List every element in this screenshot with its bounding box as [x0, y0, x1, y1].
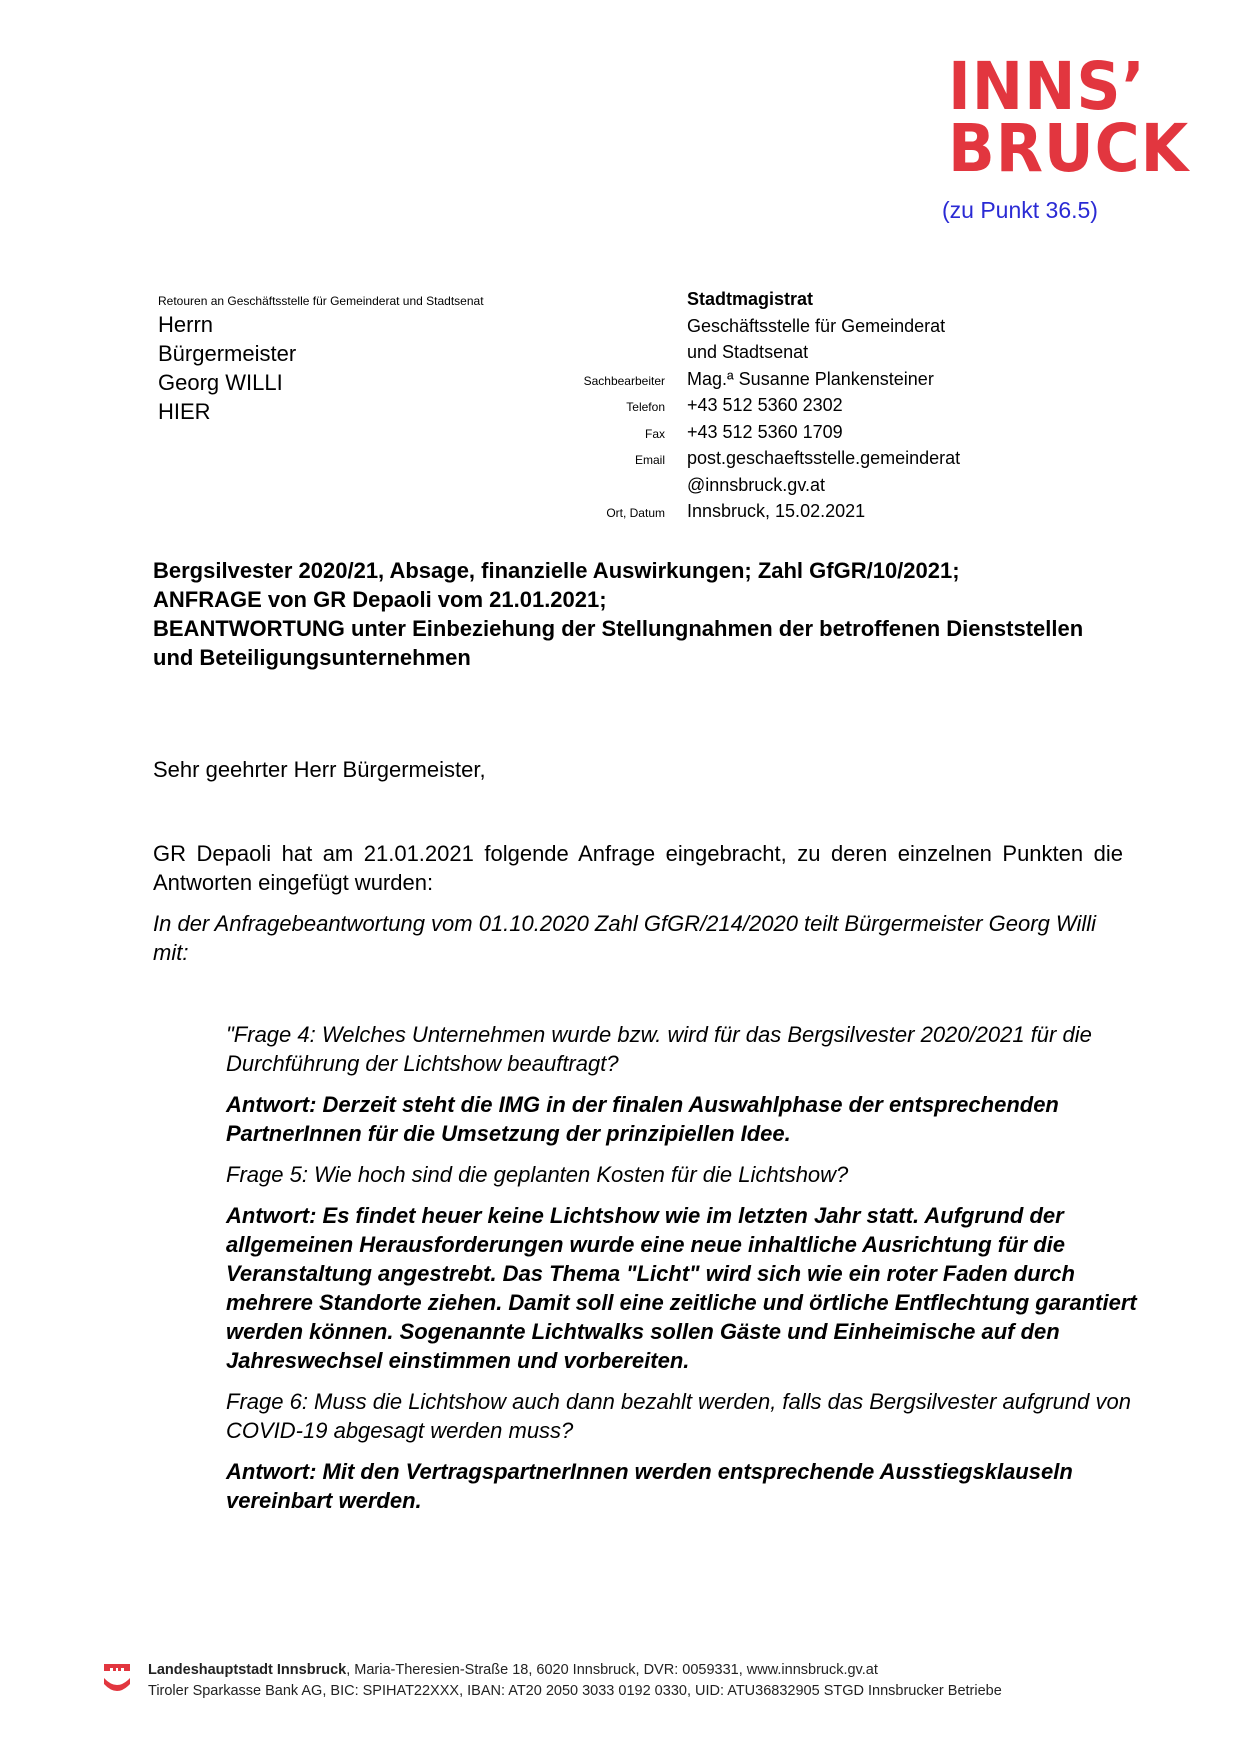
footer-org: Landeshauptstadt Innsbruck: [148, 1662, 347, 1678]
clerk-name: Mag.ª Susanne Plankensteiner: [687, 368, 934, 389]
question-answer-list: [226, 1020, 1146, 1527]
answer: Antwort: Derzeit steht die IMG in der finalen Auswahlphase der entsprechenden PartnerInnen für die Umsetzung der prinzipiellen Idee.: [226, 1092, 1059, 1146]
subject-heading: [153, 556, 1153, 672]
footer-bank: Tiroler Sparkasse Bank AG, BIC: SPIHAT22XXX, IBAN: AT20 2050 3033 0192 0330, UID: ATU36832905 STGD Innsbrucker Betriebe: [148, 1683, 1002, 1699]
intro-quote: In der Anfragebeantwortung vom 01.10.2020 Zahl GfGR/214/2020 teilt Bürgermeister Georg Willi mit:: [153, 911, 1097, 965]
question: "Frage 4: Welches Unternehmen wurde bzw. wird für das Bergsilvester 2020/2021 für die Durchführung der Lichtshow beauftragt?: [226, 1022, 1092, 1076]
question: Frage 5: Wie hoch sind die geplanten Kosten für die Lichtshow?: [226, 1162, 849, 1187]
question: Frage 6: Muss die Lichtshow auch dann bezahlt werden, falls das Bergsilvester aufgrund von COVID-19 abgesagt werden muss?: [226, 1389, 1131, 1443]
subject-line: Bergsilvester 2020/21, Absage, finanzielle Auswirkungen; Zahl GfGR/10/2021;: [153, 558, 960, 583]
innsbruck-logo: [948, 48, 1190, 187]
return-address: Retouren an Geschäftsstelle für Gemeinderat und Stadtsenat: [158, 294, 484, 308]
date-label: Ort, Datum: [606, 506, 665, 520]
agenda-note: (zu Punkt 36.5): [942, 197, 1098, 223]
email-address: post.geschaeftsstelle.gemeinderat: [687, 448, 961, 468]
email-label: Email: [634, 453, 665, 467]
place-date: Innsbruck, 15.02.2021: [687, 501, 866, 521]
answer: Antwort: Es findet heuer keine Lichtshow wie im letzten Jahr statt. Aufgrund der allgemeinen Herausforderungen wurde eine neue inhaltliche Ausrichtung für die Veranstaltung angestrebt. Das Thema "Licht" wird sich wie ein roter Faden durch mehrere Standorte ziehen. Damit soll eine zeitliche und örtliche Entflechtung garantiert werden können. Sogenannte Lichtwalks sollen Gäste und Einheimische auf den Jahreswechsel einstimmen und vorbereiten.: [226, 1203, 1137, 1373]
recipient-line: Herrn: [158, 312, 214, 337]
subject-line: ANFRAGE von GR Depaoli vom 21.01.2021;: [153, 587, 607, 612]
salutation: Sehr geehrter Herr Bürgermeister,: [153, 757, 486, 782]
recipient-line: Georg WILLI: [158, 370, 283, 395]
subject-line: BEANTWORTUNG unter Einbeziehung der Stellungnahmen der betroffenen Dienststellen: [153, 616, 1084, 641]
fax-number: +43 512 5360 1709: [687, 421, 843, 442]
email-address-domain: @innsbruck.gv.at: [687, 474, 825, 495]
intro-paragraph: GR Depaoli hat am 21.01.2021 folgende Anfrage eingebracht, zu deren einzelnen Punkten die Antworten eingefügt wurden:: [153, 841, 1123, 895]
logo-line-2: BRUCK: [948, 110, 1190, 187]
recipient-address: [158, 310, 296, 426]
phone-label: Telefon: [626, 400, 665, 414]
sender-org: Stadtmagistrat: [687, 289, 814, 309]
footer-address: , Maria-Theresien-Straße 18, 6020 Innsbruck, DVR: 0059331, www.innsbruck.gv.at: [346, 1662, 878, 1678]
phone-number: +43 512 5360 2302: [687, 395, 843, 415]
sender-dept: und Stadtsenat: [687, 342, 809, 362]
fax-label: Fax: [644, 426, 665, 441]
clerk-label: Sachbearbeiter: [583, 373, 665, 388]
subject-line: und Beteiligungsunternehmen: [153, 645, 471, 670]
recipient-line: Bürgermeister: [158, 341, 297, 366]
footer-text: [148, 1660, 1002, 1702]
sender-block: [540, 286, 1020, 525]
logo-line-1: INNS’: [948, 48, 1146, 125]
sender-dept: Geschäftsstelle für Gemeinderat: [687, 315, 946, 336]
recipient-line: HIER: [158, 399, 211, 424]
city-flag-icon: [102, 1662, 132, 1696]
answer: Antwort: Mit den VertragspartnerInnen werden entsprechende Ausstiegsklauseln vereinbart werden.: [226, 1459, 1073, 1513]
